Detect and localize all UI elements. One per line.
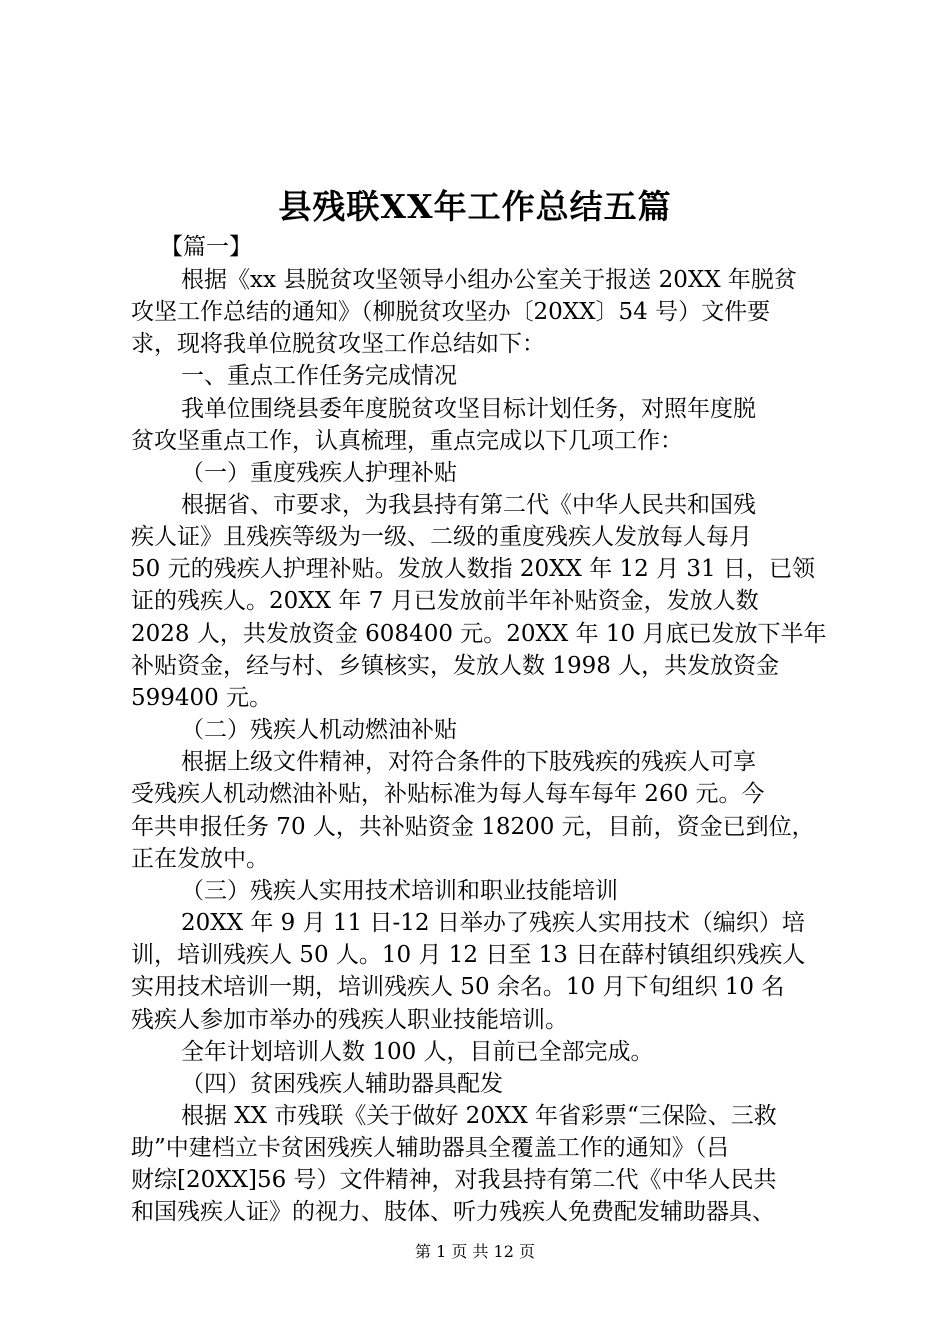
page-number-footer: 第 1 页 共 12 页 (415, 1242, 535, 1261)
section-heading: 【篇一】 (160, 234, 252, 260)
body-line: 正在发放中。 (131, 846, 269, 872)
body-line: 2028 人，共发放资金 608400 元。20XX 年 10 月底已发放下半年 (131, 621, 827, 647)
body-line: 财综[20XX]56 号）文件精神，对我县持有第二代《中华人民共 (131, 1167, 777, 1193)
body-line: 实用技术培训一期，培训残疾人 50 余名。10 月下旬组织 10 名 (131, 974, 785, 1000)
subheading-line: （一）重度残疾人护理补贴 (181, 460, 457, 486)
body-line: 攻坚工作总结的通知》（柳脱贫攻坚办〔20XX〕54 号）文件要 (131, 299, 771, 325)
document-title: 县残联XX年工作总结五篇 (278, 187, 672, 226)
body-line: 20XX 年 9 月 11 日-12 日举办了残疾人实用技术（编织）培 (181, 910, 805, 936)
body-line: 贫攻坚重点工作，认真梳理，重点完成以下几项工作： (131, 428, 683, 454)
body-line: 受残疾人机动燃油补贴，补贴标准为每人每车每年 260 元。今 (131, 781, 765, 807)
body-line: 年共申报任务 70 人，共补贴资金 18200 元，目前，资金已到位， (131, 814, 815, 840)
body-line: 助”中建档立卡贫困残疾人辅助器具全覆盖工作的通知》（吕 (131, 1135, 730, 1161)
body-line: 根据 XX 市残联《关于做好 20XX 年省彩票“三保险、三救 (181, 1103, 777, 1129)
body-line: 根据上级文件精神，对符合条件的下肢残疾的残疾人可享 (181, 749, 756, 775)
body-line: 疾人证》且残疾等级为一级、二级的重度残疾人发放每人每月 (131, 524, 752, 550)
body-line: 证的残疾人。20XX 年 7 月已发放前半年补贴资金，发放人数 (131, 588, 759, 614)
subheading-line: （二）残疾人机动燃油补贴 (181, 717, 457, 743)
body-line: 残疾人参加市举办的残疾人职业技能培训。 (131, 1007, 568, 1033)
subheading-line: （三）残疾人实用技术培训和职业技能培训 (181, 878, 618, 904)
body-line: 50 元的残疾人护理补贴。发放人数指 20XX 年 12 月 31 日，已领 (131, 556, 815, 582)
body-line: 根据省、市要求，为我县持有第二代《中华人民共和国残 (181, 492, 756, 518)
body-line: 和国残疾人证》的视力、肢体、听力残疾人免费配发辅助器具、 (131, 1199, 775, 1225)
body-line: 补贴资金，经与村、乡镇核实，发放人数 1998 人，共发放资金 (131, 653, 780, 679)
body-line: 求，现将我单位脱贫攻坚工作总结如下： (131, 331, 545, 357)
body-line: 全年计划培训人数 100 人，目前已全部完成。 (181, 1039, 654, 1065)
subheading-line: （四）贫困残疾人辅助器具配发 (181, 1071, 503, 1097)
body-line: 我单位围绕县委年度脱贫攻坚目标计划任务，对照年度脱 (181, 396, 756, 422)
body-line: 根据《xx 县脱贫攻坚领导小组办公室关于报送 20XX 年脱贫 (181, 267, 797, 293)
body-line: 599400 元。 (131, 685, 273, 711)
subheading-line: 一、重点工作任务完成情况 (181, 363, 457, 389)
body-line: 训，培训残疾人 50 人。10 月 12 日至 13 日在薛村镇组织残疾人 (131, 942, 806, 968)
